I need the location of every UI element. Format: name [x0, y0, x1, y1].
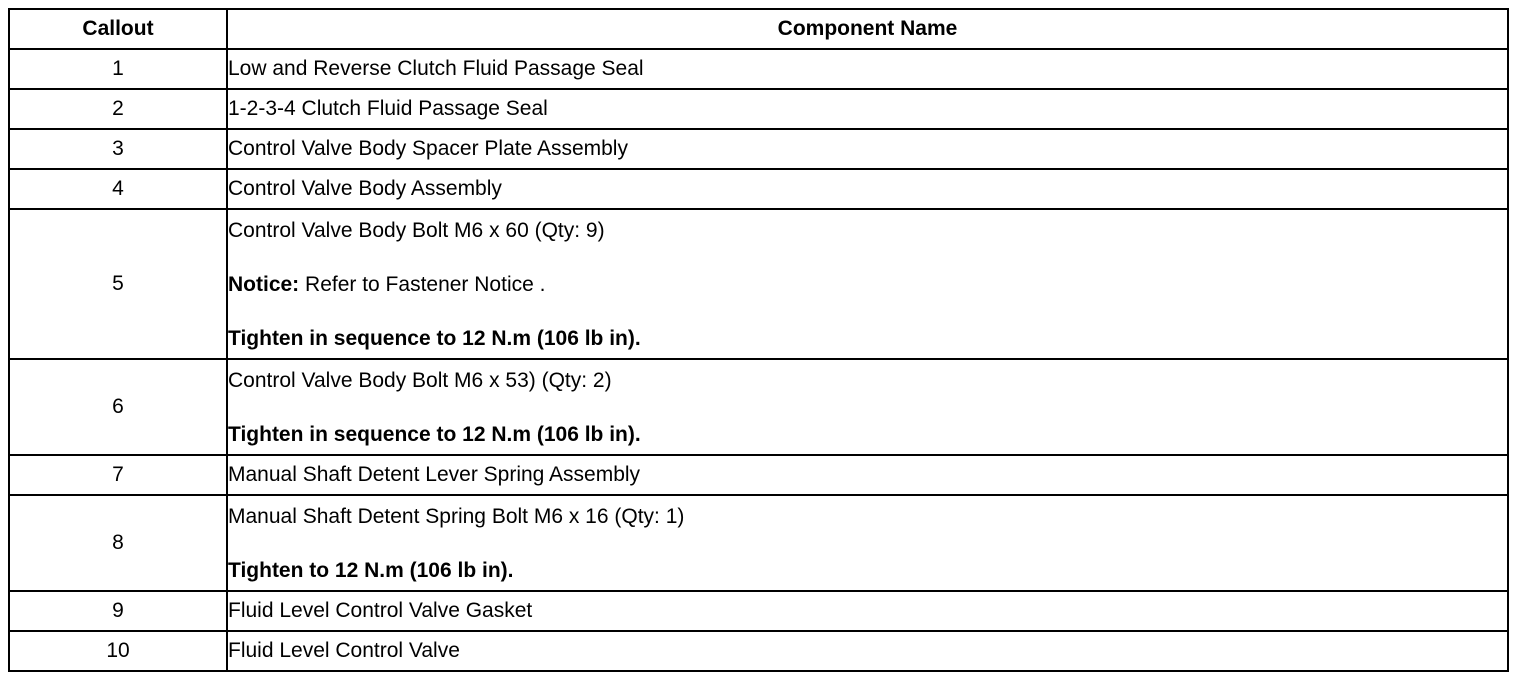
component-cell: [227, 495, 1508, 591]
table-row: [9, 359, 1508, 455]
component-name: Manual Shaft Detent Spring Bolt M6 x 16 (Qty: 1): [228, 505, 685, 528]
table-row: [9, 129, 1508, 169]
tighten-instruction: Tighten in sequence to 12 N.m (106 lb in).: [228, 423, 641, 446]
table-row: [9, 495, 1508, 591]
callout-number: 4: [9, 169, 227, 209]
column-header-component-name: Component Name: [227, 9, 1508, 49]
callout-number: 9: [9, 591, 227, 631]
component-callout-table: [8, 8, 1509, 672]
component-name: Control Valve Body Bolt M6 x 60 (Qty: 9): [228, 219, 605, 242]
callout-number: 6: [9, 359, 227, 455]
component-cell: [227, 209, 1508, 359]
table-header-row: [9, 9, 1508, 49]
callout-number: 10: [9, 631, 227, 671]
spacer: [228, 393, 1507, 423]
table-row: [9, 49, 1508, 89]
component-name: Control Valve Body Bolt M6 x 53) (Qty: 2): [228, 369, 612, 392]
parts-table-container: [8, 8, 1507, 672]
column-header-callout: Callout: [9, 9, 227, 49]
table-row: [9, 89, 1508, 129]
notice-label: Notice:: [228, 273, 300, 296]
spacer: [228, 529, 1507, 559]
component-name: Control Valve Body Assembly: [227, 169, 1508, 209]
callout-number: 3: [9, 129, 227, 169]
callout-number: 5: [9, 209, 227, 359]
callout-number: 2: [9, 89, 227, 129]
callout-number: 1: [9, 49, 227, 89]
tighten-instruction: Tighten in sequence to 12 N.m (106 lb in).: [228, 327, 641, 350]
callout-number: 8: [9, 495, 227, 591]
table-row: [9, 169, 1508, 209]
spacer: [228, 243, 1507, 273]
component-name: Fluid Level Control Valve Gasket: [227, 591, 1508, 631]
table-row: [9, 631, 1508, 671]
tighten-instruction: Tighten to 12 N.m (106 lb in).: [228, 559, 514, 582]
component-name: Manual Shaft Detent Lever Spring Assembly: [227, 455, 1508, 495]
spacer: [228, 297, 1507, 327]
component-name: 1-2-3-4 Clutch Fluid Passage Seal: [227, 89, 1508, 129]
component-name: Low and Reverse Clutch Fluid Passage Seal: [227, 49, 1508, 89]
table-row: [9, 455, 1508, 495]
table-row: [9, 209, 1508, 359]
table-row: [9, 591, 1508, 631]
component-name: Control Valve Body Spacer Plate Assembly: [227, 129, 1508, 169]
component-cell: [227, 359, 1508, 455]
notice-text: Refer to Fastener Notice .: [299, 273, 546, 296]
callout-number: 7: [9, 455, 227, 495]
notice-line: [228, 273, 1507, 297]
component-name: Fluid Level Control Valve: [227, 631, 1508, 671]
